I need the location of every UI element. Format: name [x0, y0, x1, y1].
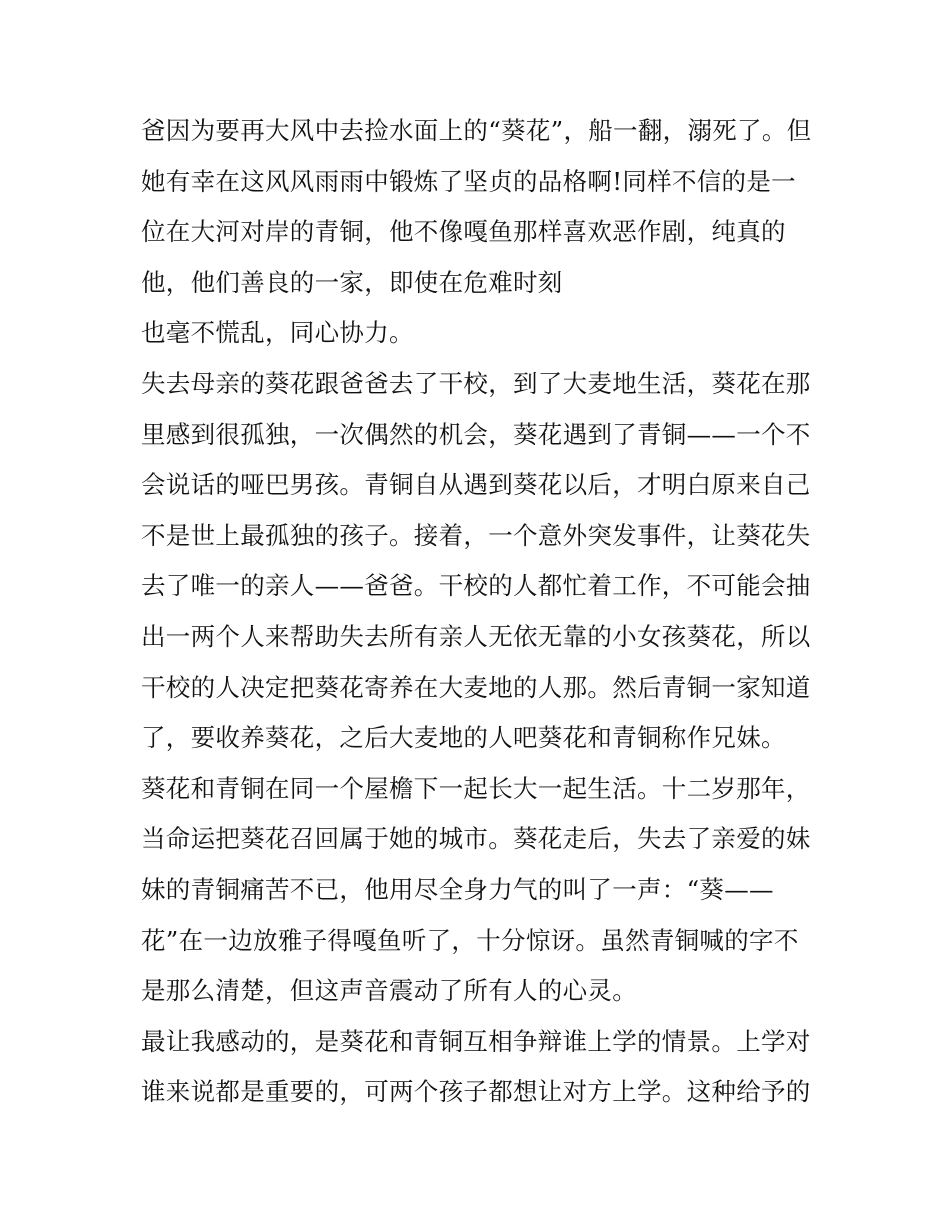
text-line-16: 妹的青铜痛苦不已，他用尽全身力气的叫了一声：“葵——	[141, 874, 774, 904]
text-line-20: 谁来说都是重要的，可两个孩子都想让对方上学。这种给予的	[141, 1077, 811, 1107]
text-line-10: 去了唯一的亲人——爸爸。干校的人都忙着工作，不可能会抽	[141, 571, 811, 601]
text-line-11: 出一两个人来帮助失去所有亲人无依无靠的小女孩葵花，所以	[141, 621, 811, 651]
text-line-19: 最让我感动的，是葵花和青铜互相争辩谁上学的情景。上学对	[141, 1026, 811, 1056]
text-line-3: 位在大河对岸的青铜，他不像嘎鱼那样喜欢恶作剧，纯真的	[141, 217, 786, 247]
text-line-9: 不是世上最孤独的孩子。接着，一个意外突发事件，让葵花失	[141, 520, 811, 550]
text-line-15: 当命运把葵花召回属于她的城市。葵花走后，失去了亲爱的妹	[141, 824, 811, 854]
text-line-7: 里感到很孤独，一次偶然的机会，葵花遇到了青铜——一个不	[141, 419, 811, 449]
body-text	[141, 106, 821, 1118]
text-line-6: 失去母亲的葵花跟爸爸去了干校，到了大麦地生活，葵花在那	[141, 368, 811, 398]
text-line-8: 会说话的哑巴男孩。青铜自从遇到葵花以后，才明白原来自己	[141, 470, 811, 500]
text-line-2: 她有幸在这风风雨雨中锻炼了坚贞的品格啊!同样不信的是一	[141, 166, 796, 196]
text-line-5: 也毫不慌乱，同心协力。	[141, 318, 414, 348]
text-line-18: 是那么清楚，但这声音震动了所有人的心灵。	[141, 976, 637, 1006]
text-line-4: 他，他们善良的一家，即使在危难时刻	[141, 267, 563, 297]
text-line-13: 了，要收养葵花，之后大麦地的人吧葵花和青铜称作兄妹。	[141, 723, 786, 753]
text-line-1: 爸因为要再大风中去捡水面上的“葵花”，船一翻，溺死了。但	[141, 116, 812, 145]
text-line-12: 干校的人决定把葵花寄养在大麦地的人那。然后青铜一家知道	[141, 672, 811, 702]
text-line-14: 葵花和青铜在同一个屋檐下一起长大一起生活。十二岁那年，	[141, 773, 811, 803]
text-line-17: 花”在一边放雅子得嘎鱼听了，十分惊讶。虽然青铜喊的字不	[141, 925, 799, 955]
